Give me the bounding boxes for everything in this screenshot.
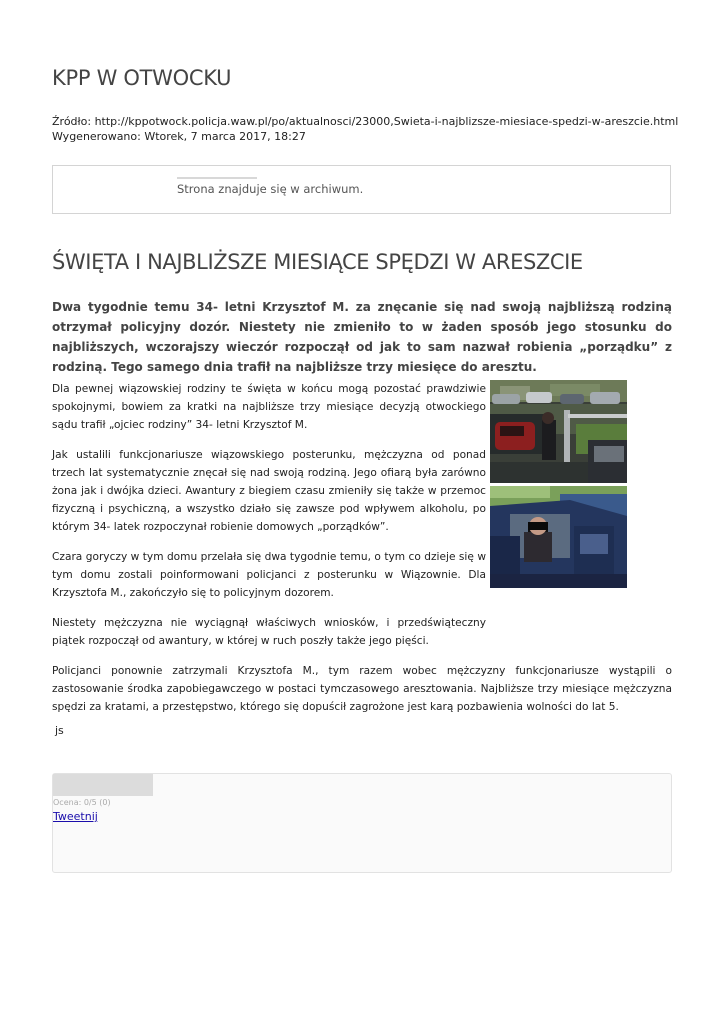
- rating-score: Ocena: 0/5 (0): [53, 798, 111, 807]
- rating-stars-bar[interactable]: [53, 774, 153, 796]
- document-meta: [52, 114, 678, 144]
- article-author: js: [55, 724, 64, 737]
- article-paragraph: Niestety mężczyzna nie wyciągnął właściwych wniosków, i przedświąteczny piątek rozpoczął od awantury, w której w ruch poszły także jego pięści.: [52, 617, 486, 647]
- article-paragraph: Jak ustalili funkcjonariusze wiązowskiego posterunku, mężczyzna od ponad trzech lat systematycznie znęcał się nad swoją rodziną. Jego ofiarą była zarówno żona jak i dwójka dzieci. Awantury z biegiem czasu zmieniły się także w przemoc fizyczną i psychiczną, a wszystko działo się zawsze pod wpływem alkoholu, po którym 34- latek rozpoczynał robienie domowych „porządków”.: [52, 449, 486, 533]
- archive-divider: [177, 177, 257, 179]
- site-title: KPP W OTWOCKU: [52, 66, 232, 90]
- article-body: [52, 380, 672, 728]
- archive-notice-box: [52, 165, 671, 214]
- rating-panel: [52, 773, 672, 873]
- generated-date: Wygenerowano: Wtorek, 7 marca 2017, 18:27: [52, 130, 306, 143]
- archive-notice: Strona znajduje się w archiwum.: [177, 182, 364, 196]
- article-title: ŚWIĘTA I NAJBLIŻSZE MIESIĄCE SPĘDZI W ARESZCIE: [52, 250, 583, 274]
- tweet-link[interactable]: Tweetnij: [53, 810, 98, 823]
- source-url: Źródło: http://kppotwock.policja.waw.pl/po/aktualnosci/23000,Swieta-i-najblizsze-miesiace-spedzi-w-areszcie.html: [52, 115, 679, 128]
- article-paragraph: Dla pewnej wiązowskiej rodziny te święta w końcu mogą pozostać prawdziwie spokojnymi, bowiem za kratki na najbliższe trzy miesiące decyzją otwockiego sądu trafił „ojciec rodziny” 34- letni Krzysztof M.: [52, 383, 486, 431]
- article-lead: Dwa tygodnie temu 34- letni Krzysztof M. za znęcanie się nad swoją najbliższą rodziną otrzymał policyjny dozór. Niestety nie zmieniło to w żaden sposób jego stosunku do najbliższych, wczorajszy wieczór rozpoczął od jak to sam nazwał robienia „porządku” z rodziną. Tego samego dnia trafił na najbliższe trzy miesięce do aresztu.: [52, 300, 672, 374]
- article-paragraph: Policjanci ponownie zatrzymali Krzysztofa M., tym razem wobec mężczyzny funkcjonariusze wystąpili o zastosowanie środka zapobiegawczego w postaci tymczasowego aresztowania. Najbliższe trzy miesiące mężczyzna spędzi za kratami, a przestępstwo, którego się dopuścił zagrożone jest karą pozbawienia wolności do lat 5.: [52, 665, 672, 713]
- article-paragraph: Czara goryczy w tym domu przelała się dwa tygodnie temu, o tym co dzieje się w tym domu zostali poinformowani policjanci z posterunku w Wiązownie. Dla Krzysztofa M., zakończyło się to policyjnym dozorem.: [52, 551, 486, 599]
